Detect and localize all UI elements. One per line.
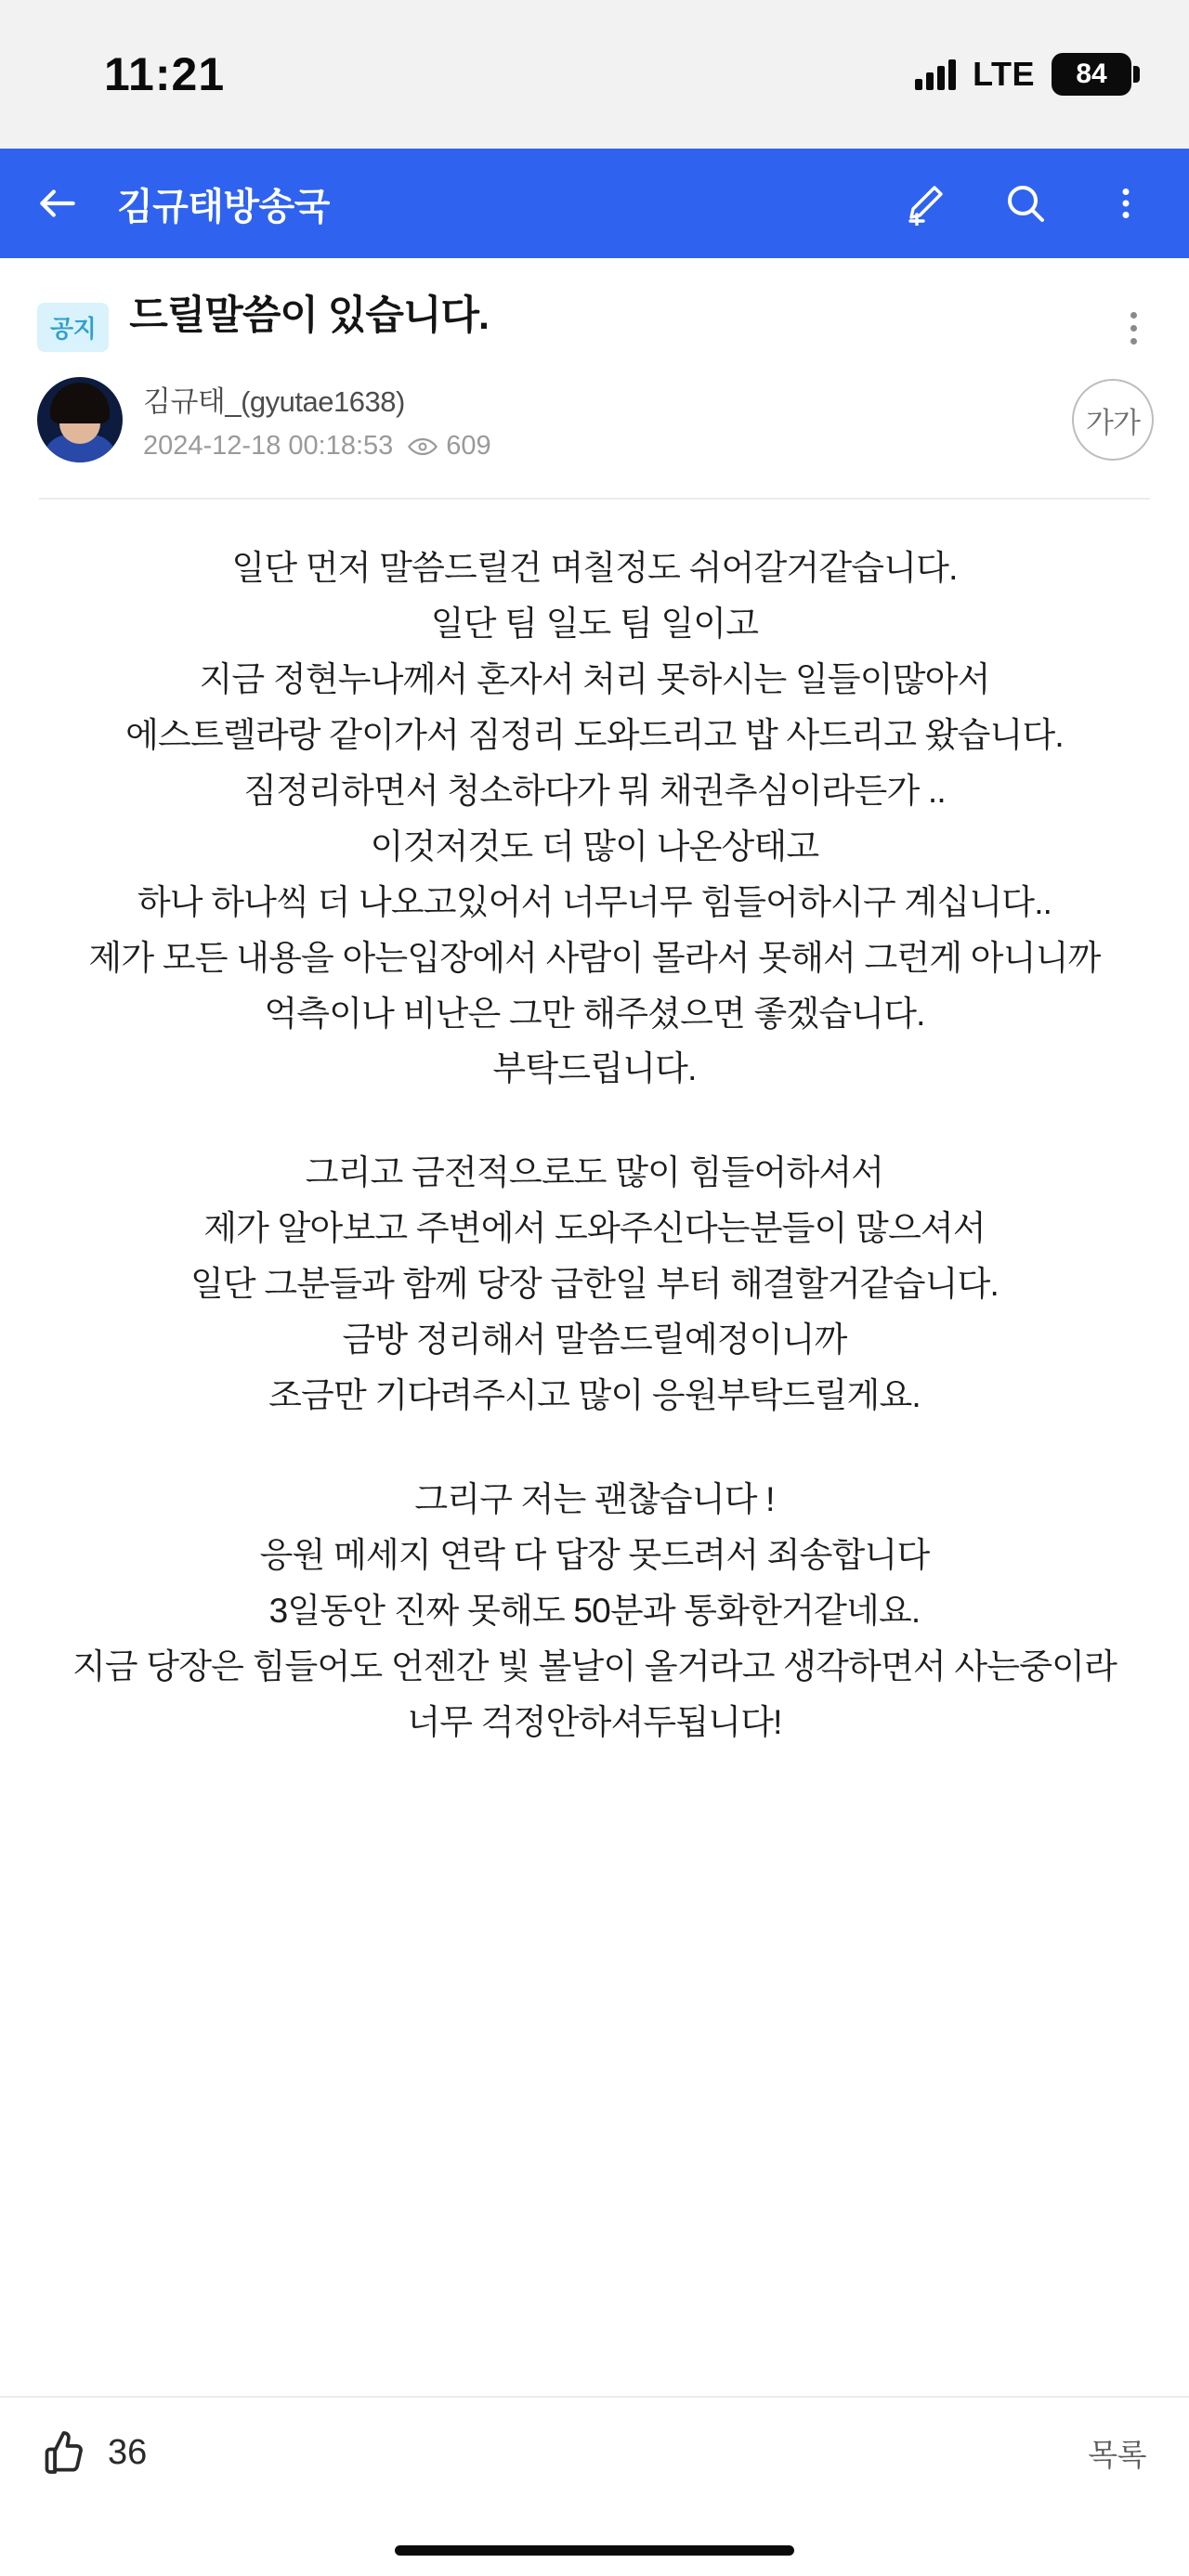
post-line: 일단 팀 일도 팀 일이고 [430,604,759,643]
post-line: 이것저것도 더 많이 나온상태고 [370,826,819,865]
notice-badge: 공지 [37,303,109,352]
post-line: 에스트렐라랑 같이가서 짐정리 도와드리고 밥 사드리고 왔습니다. [125,715,1064,754]
signal-bars-icon [915,59,956,90]
battery-level-label: 84 [1076,59,1107,89]
view-count: 609 [446,431,491,461]
status-indicators [915,53,1131,96]
back-arrow-icon[interactable] [32,177,84,229]
post-line: 일단 그분들과 함께 당장 급한일 부터 해결할거같습니다. [189,1265,1000,1304]
post-line: 지금 당장은 힘들어도 언젠간 빛 볼날이 올거라고 생각하면서 사는중이라 [72,1646,1117,1685]
post-line: 제가 알아보고 주변에서 도와주신다는분들이 많으셔서 [203,1209,986,1248]
post-line: 일단 먼저 말씀드릴건 며칠정도 쉬어갈거같습니다. [231,549,958,587]
paragraph-gap [45,1424,1144,1472]
thumbs-up-icon [37,2426,89,2478]
post-line: 3일동안 진짜 못해도 50분과 통화한거같네요. [268,1591,921,1630]
eye-icon [408,436,438,457]
network-type-label: LTE [973,55,1035,93]
post-title-row [28,258,1161,353]
post-date: 2024-12-18 00:18:53 [143,431,394,461]
post-line: 부탁드립니다. [492,1049,697,1088]
font-size-button[interactable]: 가가 [1072,379,1154,461]
author-meta [143,378,1072,462]
post-line: 짐정리하면서 청소하다가 뭐 채권추심이라든가 .. [243,771,946,810]
post-line: 금방 정리해서 말씀드릴예정이니까 [342,1321,847,1360]
battery-icon [1052,53,1131,96]
app-bar [0,149,1189,258]
view-count-group [408,431,490,462]
author-name[interactable]: 김규태_(gyutae1638) [143,385,405,418]
post-body [28,500,1161,1750]
post-line: 그리고 금전적으로도 많이 힘들어하셔서 [305,1153,884,1192]
author-row [28,353,1161,462]
more-vertical-icon[interactable] [1100,177,1152,229]
app-bar-actions [899,177,1152,229]
post-line: 너무 걱정안하셔두됩니다! [407,1702,782,1741]
status-time: 11:21 [104,48,226,100]
like-button[interactable] [37,2426,147,2478]
list-link[interactable]: 목록 [1088,2437,1146,2472]
compose-pencil-icon[interactable] [899,177,951,229]
post-container [0,258,1189,1750]
post-line: 조금만 기다려주시고 많이 응원부탁드릴게요. [268,1376,921,1415]
post-meta [143,431,1072,462]
page-title: 드릴말씀이 있습니다. [129,293,489,338]
post-line: 억측이나 비난은 그만 해주셨으면 좋겠습니다. [264,994,925,1033]
post-line: 하나 하나씩 더 나오고있어서 너무너무 힘들어하시구 계십니다.. [137,882,1052,921]
avatar[interactable] [37,377,123,462]
app-bar-title: 김규태방송국 [117,186,330,228]
search-icon[interactable] [1000,177,1052,229]
post-line: 지금 정현누나께서 혼자서 처리 못하시는 일들이많아서 [199,659,990,698]
paragraph-gap [45,1097,1144,1145]
status-bar [0,0,1189,149]
post-more-icon[interactable] [1113,303,1154,353]
post-line: 그리구 저는 괜찮습니다 ! [414,1480,775,1519]
post-line: 제가 모든 내용을 아는입장에서 사람이 몰라서 못해서 그런게 아니니까 [88,938,1101,977]
home-indicator[interactable] [395,2545,794,2556]
post-footer [0,2396,1189,2507]
like-count: 36 [108,2432,148,2472]
post-line: 응원 메세지 연락 다 답장 못드려서 죄송합니다 [259,1536,930,1574]
